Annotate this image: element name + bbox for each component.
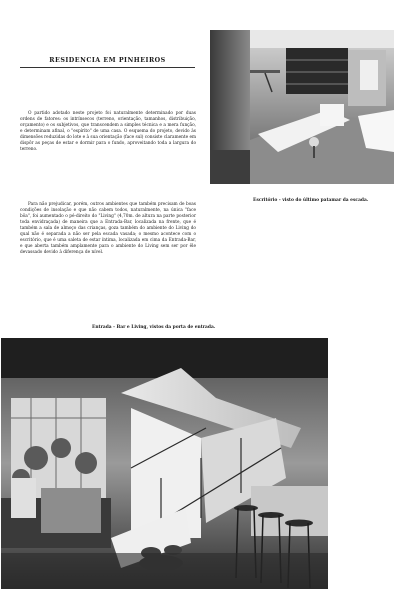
office-photo <box>210 30 394 184</box>
article-paragraph-2: Para não prejudicar, porém, outros ambientes que também precisam de boas condições de insolação e que não cabem todos, naturalmente, na única "face bôa", foi aumentado o pé-direito do "Living" (4,70m. de altura na parte posterior toda envidraçada) de maneira que a Entrada-Bar, localizada na frente, que é também a sala de almoço das crianças, goza também do ambiente do Living do qual não é separada a não ser pela escada vasada; o mesmo acontece com o escritório, que é uma saleta de estar íntima, localizada em cima da Entrada-Bar, e que aberta também amplamente para o ambiente do Living sem ser por êle devassado devido à diferença de nível. <box>20 202 196 255</box>
living-photo <box>1 338 328 589</box>
article-title: RESIDENCIA EM PINHEIROS <box>49 57 166 64</box>
office-photo-caption: Escritório - visto do último patamar da escada. <box>253 198 369 203</box>
title-rule <box>20 67 195 68</box>
article-paragraph-1: O partido adotado neste projeto foi naturalmente determinado por duas ordens de fatores: os intrínsecos (terreno, orientação, tamanhos, distribuição, orçamento) e os subjetivos, que transcendem a simples técnica e a mera função, e determinam afinal, o "espírito" de uma casa. O esquema do projeto, devido às dimensões reduzidas do lote e à sua orientação (face sul) consiste claramente em dispôr as peças de estar e dormir para o fundo, aproveitando toda a largura do terreno. <box>20 111 196 152</box>
living-photo-caption: Entrada - Bar e Living, vistos da porta de entrada. <box>92 325 216 330</box>
